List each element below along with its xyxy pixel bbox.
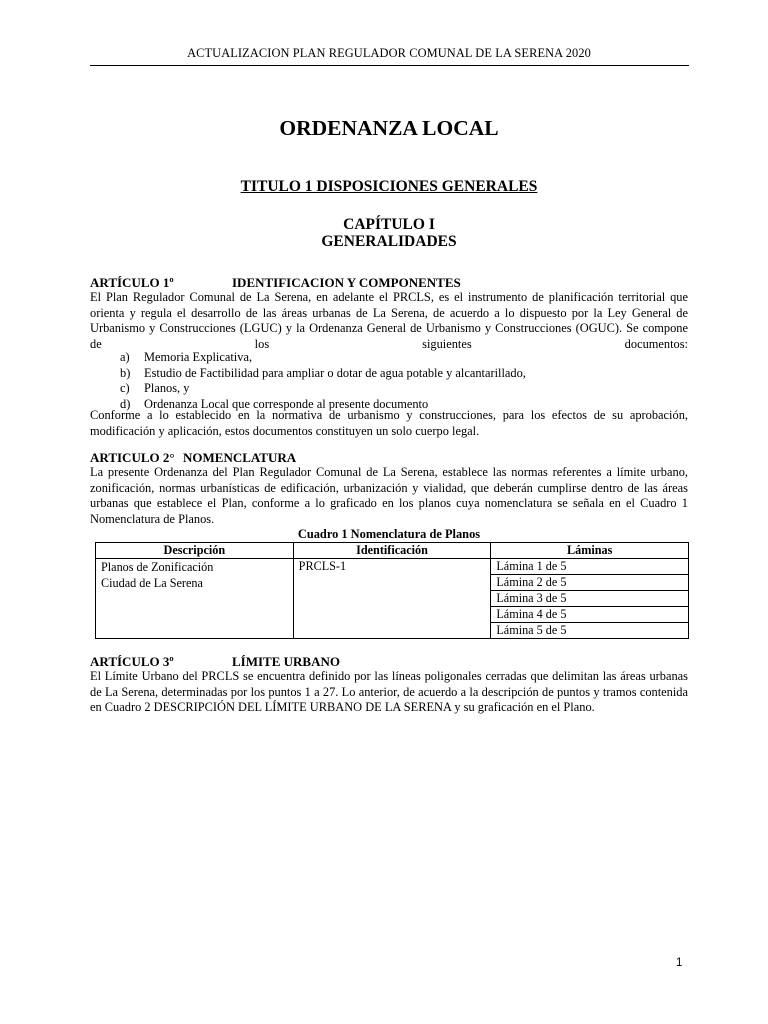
list-item-text: Memoria Explicativa, bbox=[144, 350, 253, 364]
article-1-closing: Conforme a lo establecido en la normativa de urbanismo y construcciones, para los efectos de su aprobación, modificación y aplicación, estos documentos constituyen un solo cuerpo legal. bbox=[90, 408, 688, 438]
list-marker: c) bbox=[120, 381, 130, 395]
article-3-name: LÍMITE URBANO bbox=[232, 654, 340, 669]
list-item-text: Planos, y bbox=[144, 381, 190, 395]
header-sheets: Láminas bbox=[491, 543, 689, 559]
sheet-cell: Lámina 2 de 5 bbox=[491, 575, 689, 591]
table-header-row bbox=[96, 543, 689, 559]
article-1-list bbox=[120, 350, 526, 412]
table-row bbox=[96, 559, 689, 575]
chapter-heading: CAPÍTULO I bbox=[343, 216, 435, 233]
titulo-heading: TITULO 1 DISPOSICIONES GENERALES bbox=[240, 178, 538, 195]
list-marker: d) bbox=[120, 396, 131, 411]
header-rule bbox=[90, 65, 689, 66]
table-caption: Cuadro 1 Nomenclatura de Planos bbox=[297, 527, 481, 541]
list-item-text: Estudio de Factibilidad para ampliar o dotar de agua potable y alcantarillado, bbox=[144, 365, 526, 380]
article-2-heading bbox=[90, 450, 297, 466]
article-3-heading bbox=[90, 654, 340, 670]
sheet-cell: Lámina 4 de 5 bbox=[491, 607, 689, 623]
article-2-name: NOMENCLATURA bbox=[183, 450, 297, 465]
nomenclature-table bbox=[95, 542, 689, 639]
list-item-text: Ordenanza Local que corresponde al presente documento bbox=[144, 396, 429, 411]
list-item bbox=[120, 366, 526, 382]
list-item bbox=[120, 350, 526, 366]
description-cell bbox=[96, 559, 294, 639]
identification-cell: PRCLS-1 bbox=[293, 559, 491, 639]
list-item bbox=[120, 381, 526, 397]
list-marker: a) bbox=[120, 350, 130, 364]
running-header: ACTUALIZACION PLAN REGULADOR COMUNAL DE LA SERENA 2020 bbox=[187, 46, 591, 60]
document-title: ORDENANZA LOCAL bbox=[279, 116, 499, 140]
article-1-number: ARTÍCULO 1º bbox=[90, 275, 174, 290]
article-3-paragraph: El Límite Urbano del PRCLS se encuentra definido por las líneas poligonales cerradas que delimitan las áreas urbanas de La Serena, determinadas por los puntos 1 a 27. Lo anterior, de acuerdo a la descripción de puntos y tramos contenida en Cuadro 2 DESCRIPCIÓN DEL LÍMITE URBANO DE LA SERENA y su graficación en el Plano. bbox=[90, 669, 688, 714]
sheet-cell: Lámina 3 de 5 bbox=[491, 591, 689, 607]
list-marker: b) bbox=[120, 365, 131, 380]
article-2-paragraph: La presente Ordenanza del Plan Regulador Comunal de La Serena, establece las normas referentes a límite urbano, zonificación, normas urbanísticas de edificación, urbanización y vialidad, que deberán cumplirse dentro de las áreas urbanas que establece el Plan, conforme a lo graficado en los planos cuya nomenclatura se señala en el Cuadro 1 Nomenclatura de Planos. bbox=[90, 465, 688, 526]
sheet-cell: Lámina 5 de 5 bbox=[491, 623, 689, 639]
description-line: Planos de Zonificación bbox=[101, 560, 214, 574]
article-1-paragraph: El Plan Regulador Comunal de La Serena, en adelante el PRCLS, es el instrumento de planificación territorial que orienta y regula el desarrollo de las áreas urbanas de La Serena, de acuerdo a lo dispuesto por la Ley General de Urbanismo y Construcciones (LGUC) y la Ordenanza General de Urbanismo y Construcciones (OGUC). Se compone de los siguientes documentos: bbox=[90, 290, 688, 351]
article-2-number: ARTICULO 2° bbox=[90, 450, 175, 465]
header-identification: Identificación bbox=[293, 543, 491, 559]
description-line: Ciudad de La Serena bbox=[101, 576, 203, 590]
article-3-number: ARTÍCULO 3º bbox=[90, 654, 174, 669]
article-1-heading bbox=[90, 275, 461, 291]
page-number: 1 bbox=[676, 957, 683, 969]
sheet-cell: Lámina 1 de 5 bbox=[491, 559, 689, 575]
chapter-name: GENERALIDADES bbox=[321, 233, 457, 250]
header-description: Descripción bbox=[96, 543, 294, 559]
article-1-name: IDENTIFICACION Y COMPONENTES bbox=[232, 275, 461, 290]
